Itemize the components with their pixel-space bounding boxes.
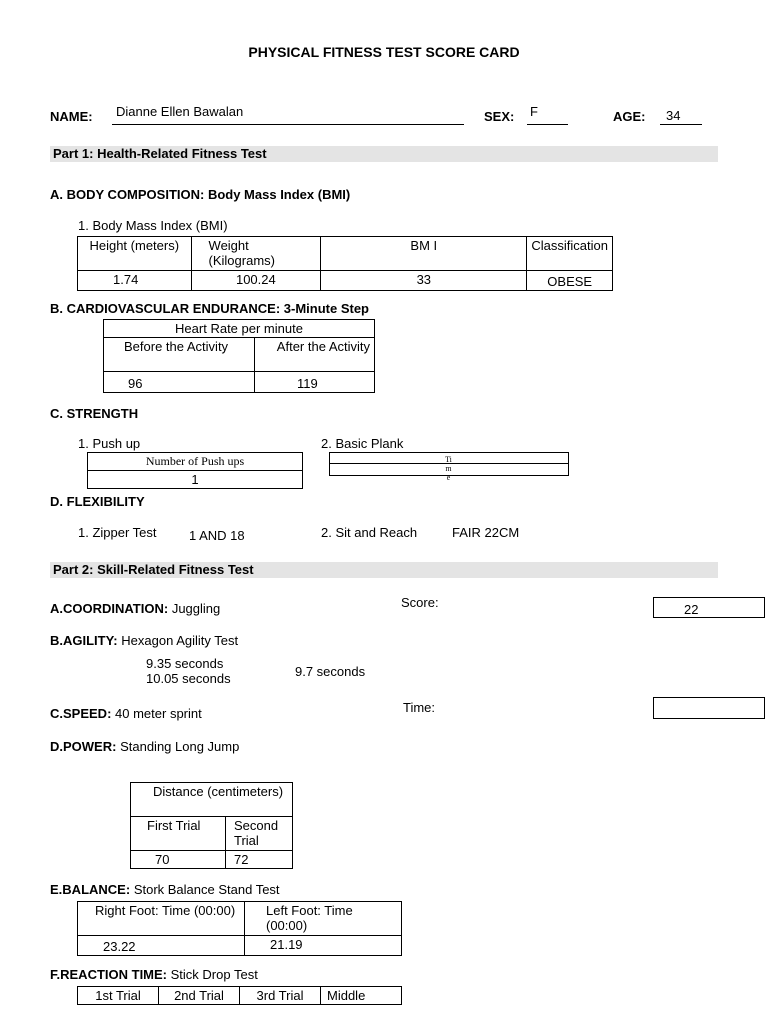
bmi-class-value[interactable]: OBESE <box>527 271 613 291</box>
body-comp-prefix: A. <box>50 187 63 202</box>
sit-reach-label: 2. Sit and Reach <box>321 525 418 540</box>
coordination-title: COORDINATION: <box>63 601 169 616</box>
coordination-score-value: 22 <box>684 602 699 617</box>
age-label: AGE: <box>613 109 646 124</box>
reaction-table <box>77 986 402 1005</box>
agility-prefix: B. <box>50 633 63 648</box>
heart-rate-title: Heart Rate per minute <box>104 320 375 338</box>
power-prefix: D. <box>50 739 63 754</box>
push-up-label: 1. Push up <box>78 436 141 451</box>
bmi-height-value[interactable]: 1.74 <box>78 271 192 291</box>
bmi-weight-value[interactable]: 100.24 <box>191 271 321 291</box>
speed-time-label: Time: <box>403 700 436 715</box>
zipper-value[interactable]: 1 AND 18 <box>189 528 245 543</box>
reaction-test: Stick Drop Test <box>170 967 258 982</box>
reaction-header-middle: Middle <box>321 987 402 1005</box>
body-comp-title: BODY COMPOSITION: Body Mass Index (BMI) <box>66 187 351 202</box>
bmi-value[interactable]: 33 <box>321 271 527 291</box>
cardio-prefix: B. <box>50 301 63 316</box>
balance-title: BALANCE: <box>62 882 131 897</box>
speed-prefix: C. <box>50 706 63 721</box>
name-underline <box>112 124 464 125</box>
bmi-header-bmi: BM I <box>321 237 527 271</box>
sit-reach-value[interactable]: FAIR 22CM <box>452 525 520 540</box>
speed-time-box[interactable] <box>653 697 765 719</box>
long-jump-table <box>130 782 293 869</box>
cardio-title: CARDIOVASCULAR ENDURANCE: 3-Minute Step <box>66 301 369 316</box>
agility-test: Hexagon Agility Test <box>121 633 239 648</box>
bmi-header-class: Classification <box>527 237 613 271</box>
strength-prefix: C. <box>50 406 63 421</box>
agility-trial-2[interactable]: 10.05 seconds <box>146 671 231 686</box>
sex-value[interactable]: F <box>530 104 538 119</box>
heart-rate-after-header: After the Activity <box>255 338 375 372</box>
flex-heading <box>50 494 145 509</box>
agility-title: AGILITY: <box>63 633 118 648</box>
heart-rate-table <box>103 319 375 393</box>
agility-trial-1[interactable]: 9.35 seconds <box>146 656 224 671</box>
reaction-header-2: 2nd Trial <box>159 987 240 1005</box>
heart-rate-after-value[interactable]: 119 <box>255 372 375 393</box>
heart-rate-before-value[interactable]: 96 <box>104 372 255 393</box>
balance-table <box>77 901 402 956</box>
age-underline <box>660 124 702 125</box>
bmi-header-height: Height (meters) <box>78 237 192 271</box>
coordination-prefix: A. <box>50 601 63 616</box>
coordination-heading <box>50 601 220 616</box>
bmi-header-weight: Weight (Kilograms) <box>191 237 321 271</box>
reaction-header-3: 3rd Trial <box>240 987 321 1005</box>
long-jump-first-header: First Trial <box>131 817 226 851</box>
age-value[interactable]: 34 <box>666 108 681 123</box>
coordination-score-label: Score: <box>401 595 439 610</box>
power-title: POWER: <box>63 739 117 754</box>
plank-time-header[interactable]: Time <box>445 455 452 482</box>
balance-left-header: Left Foot: Time (00:00) <box>245 902 402 936</box>
bmi-table <box>77 236 613 291</box>
body-comp-heading <box>50 187 350 202</box>
balance-heading <box>50 882 280 897</box>
push-up-table <box>87 452 303 489</box>
bmi-sublabel: 1. Body Mass Index (BMI) <box>78 218 228 233</box>
balance-right-header: Right Foot: Time (00:00) <box>78 902 245 936</box>
part1-header: Part 1: Health-Related Fitness Test <box>50 146 718 162</box>
agility-result[interactable]: 9.7 seconds <box>295 664 366 679</box>
power-heading <box>50 739 239 754</box>
strength-heading <box>50 406 138 421</box>
part2-header: Part 2: Skill-Related Fitness Test <box>50 562 718 578</box>
long-jump-first-value[interactable]: 70 <box>131 851 226 869</box>
name-label: NAME: <box>50 109 93 124</box>
speed-test: 40 meter sprint <box>115 706 202 721</box>
balance-prefix: E. <box>50 882 63 897</box>
flex-prefix: D. <box>50 494 63 509</box>
strength-title: STRENGTH <box>66 406 139 421</box>
reaction-prefix: F. <box>50 967 61 982</box>
long-jump-title: Distance (centimeters) <box>131 783 293 817</box>
zipper-label: 1. Zipper Test <box>78 525 157 540</box>
heart-rate-before-header: Before the Activity <box>104 338 255 372</box>
cardio-heading <box>50 301 369 316</box>
sex-label: SEX: <box>484 109 515 124</box>
speed-title: SPEED: <box>63 706 112 721</box>
page-title: PHYSICAL FITNESS TEST SCORE CARD <box>248 44 520 60</box>
reaction-title: REACTION TIME: <box>60 967 168 982</box>
push-up-header: Number of Push ups <box>88 453 303 471</box>
long-jump-second-value[interactable]: 72 <box>226 851 293 869</box>
sex-underline <box>527 124 568 125</box>
balance-test: Stork Balance Stand Test <box>133 882 280 897</box>
reaction-header-1: 1st Trial <box>78 987 159 1005</box>
coordination-score-box[interactable] <box>653 597 765 618</box>
speed-heading <box>50 706 202 721</box>
flex-title: FLEXIBILITY <box>66 494 145 509</box>
power-test: Standing Long Jump <box>120 739 240 754</box>
name-value[interactable]: Dianne Ellen Bawalan <box>116 104 244 119</box>
push-up-value[interactable]: 1 <box>88 471 303 489</box>
balance-right-value[interactable]: 23.22 <box>78 936 245 956</box>
coordination-test: Juggling <box>171 601 221 616</box>
plank-label: 2. Basic Plank <box>321 436 404 451</box>
long-jump-second-header: Second Trial <box>226 817 293 851</box>
reaction-heading <box>50 967 258 982</box>
balance-left-value[interactable]: 21.19 <box>245 936 402 956</box>
agility-heading <box>50 633 238 648</box>
